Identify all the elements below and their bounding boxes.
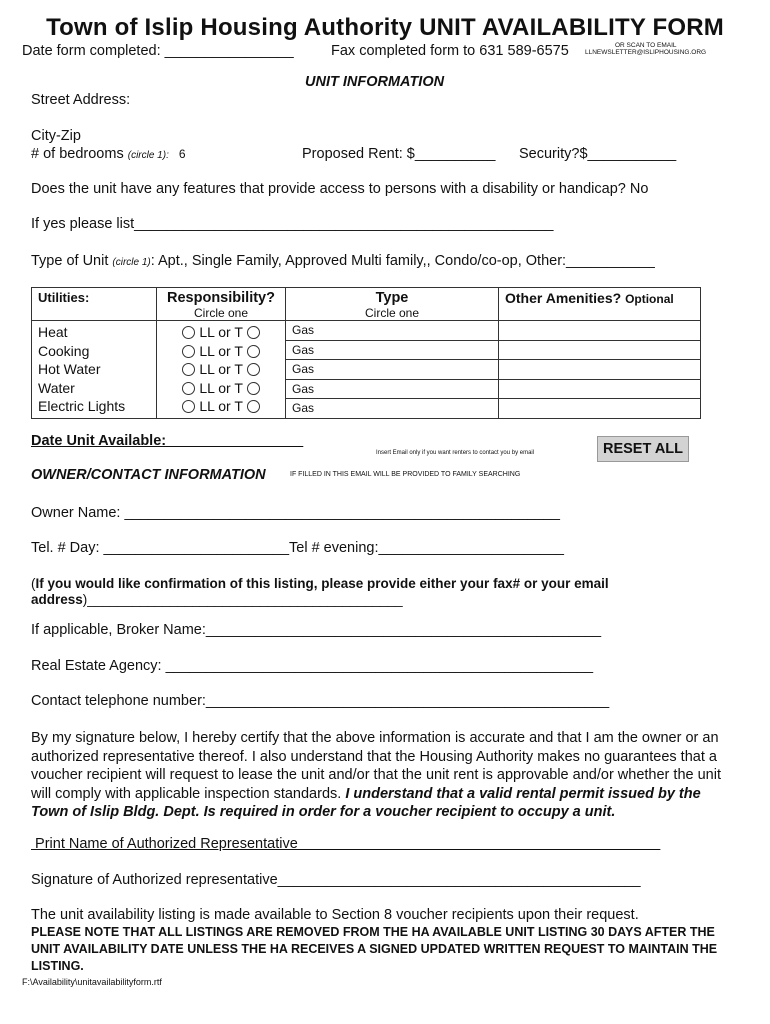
contact-phone-field[interactable]: Contact telephone number:__________________________________________________	[31, 693, 610, 709]
fax-instruction: Fax completed form to 631 589-6575	[331, 43, 569, 59]
unit-type-label: Type of Unit	[31, 253, 109, 269]
type-sub: Circle one	[364, 306, 420, 320]
confirm-text: If you would like confirmation of this listing, please provide either your fax# or your email	[35, 576, 609, 591]
confirm-paren: (	[31, 576, 36, 591]
responsibility-row-water: LL or T	[157, 379, 285, 398]
unit-type-hint: (circle 1)	[112, 257, 151, 268]
radio-t-water-icon[interactable]	[247, 382, 260, 395]
city-zip-field[interactable]: City-Zip	[31, 128, 81, 144]
radio-ll-heat-icon[interactable]	[182, 326, 195, 339]
radio-t-cooking-icon[interactable]	[247, 345, 260, 358]
type-column	[286, 321, 499, 419]
unit-info-heading: UNIT INFORMATION	[305, 74, 445, 90]
type-header: Type Circle one	[286, 288, 499, 321]
accessibility-question[interactable]: Does the unit have any features that provide access to persons with a disability or handicap? No	[31, 181, 649, 197]
radio-ll-water-icon[interactable]	[182, 382, 195, 395]
print-name-field[interactable]: Print Name of Authorized Representative	[31, 836, 661, 852]
date-completed-field[interactable]: Date form completed: ________________	[22, 43, 294, 59]
broker-name-field[interactable]: If applicable, Broker Name:_________________________________________________	[31, 622, 602, 638]
listing-warning: PLEASE NOTE THAT ALL LISTINGS ARE REMOVED FROM THE HA AVAILABLE UNIT LISTING 30 DAYS AFTER THE UNIT AVAILABILITY DATE UNLESS THE HA RECEIVES A SIGNED UPDATED WRITTEN REQUEST TO MAINTAIN THE LISTING.	[31, 925, 718, 973]
type-select-heat[interactable]: Gas	[286, 321, 498, 341]
security-field[interactable]: Security?$___________	[519, 146, 677, 162]
certification-text: By my signature below, I hereby certify that the above information is accurate and that I am the owner or an authorized representative thereof. I also understand that the Housing Authority makes no guarantees that a voucher recipient will request to lease the unit and/or that the unit rent is approvable and/or whether the unit will comply with applicable inspection standards.	[31, 730, 721, 802]
email-instruction	[585, 42, 706, 56]
owner-email-note: IF FILLED IN THIS EMAIL WILL BE PROVIDED TO FAMILY SEARCHING	[290, 471, 521, 478]
form-title: Town of Islip Housing Authority UNIT AVAILABILITY FORM	[46, 14, 724, 41]
utility-name-hot-water: Hot Water	[38, 361, 101, 377]
responsibility-row-hot-water: LL or T	[157, 360, 285, 379]
utility-name-electric: Electric Lights	[38, 398, 126, 414]
listing-note: The unit availability listing is made available to Section 8 voucher recipients upon their request.	[31, 907, 639, 923]
amenity-field-4[interactable]	[499, 380, 700, 400]
amenities-column	[499, 321, 701, 419]
certification-paragraph	[31, 729, 721, 822]
responsibility-row-heat: LL or T	[157, 323, 285, 342]
utilities-header: Utilities:	[32, 288, 157, 321]
bedrooms-label: # of bedrooms	[31, 146, 124, 162]
signature-field[interactable]: Signature of Authorized representative_____________________________________________	[31, 872, 641, 888]
unit-type-options[interactable]: : Apt., Single Family, Approved Multi family,, Condo/co-op, Other:___________	[150, 253, 655, 269]
utility-names	[32, 321, 157, 419]
responsibility-column	[157, 321, 286, 419]
amenity-field-5[interactable]	[499, 399, 700, 418]
unit-type-field[interactable]	[31, 253, 655, 269]
street-address-field[interactable]: Street Address:	[31, 92, 131, 108]
confirm-address-field[interactable]: )__________________________________________	[82, 592, 403, 607]
amenity-field-2[interactable]	[499, 341, 700, 361]
amenity-field-1[interactable]	[499, 321, 700, 341]
certification-permit-text: I understand that a valid rental permit issued by the Town of Islip Bldg. Dept. Is required in order for a voucher recipient to occupy a unit.	[31, 785, 701, 820]
amenities-header: Other Amenities? Optional	[499, 288, 701, 321]
radio-t-hot-water-icon[interactable]	[247, 363, 260, 376]
responsibility-row-cooking: LL or T	[157, 342, 285, 361]
radio-t-electric-icon[interactable]	[247, 400, 260, 413]
accessibility-list-field[interactable]: If yes please list____________________________________________________	[31, 216, 554, 232]
utility-name-cooking: Cooking	[38, 342, 90, 359]
email-renters-note: Insert Email only if you want renters to contact you by email	[376, 450, 535, 456]
bedrooms-field[interactable]	[31, 146, 186, 162]
date-available-field[interactable]: Date Unit Available:_________________	[31, 433, 304, 449]
real-estate-agency-field[interactable]: Real Estate Agency: _____________________________________________________	[31, 658, 594, 674]
responsibility-header: Responsibility? Circle one	[157, 288, 286, 321]
type-select-hot-water[interactable]: Gas	[286, 360, 498, 380]
utility-name-heat: Heat	[38, 324, 68, 340]
email-instruction-line1: OR SCAN TO EMAIL	[615, 42, 677, 49]
type-select-cooking[interactable]: Gas	[286, 341, 498, 361]
email-instruction-address: LLNEWSLETTER@ISLIPHOUSING.ORG	[585, 49, 707, 56]
reset-all-button[interactable]: RESET ALL	[597, 436, 689, 462]
bedrooms-value[interactable]: 6	[178, 147, 186, 161]
type-select-electric[interactable]: Gas	[292, 401, 315, 415]
proposed-rent-field[interactable]: Proposed Rent: $__________	[302, 146, 496, 162]
radio-ll-hot-water-icon[interactable]	[182, 363, 195, 376]
radio-ll-cooking-icon[interactable]	[182, 345, 195, 358]
radio-t-heat-icon[interactable]	[247, 326, 260, 339]
confirm-address-label: address	[31, 592, 83, 607]
responsibility-row-electric: LL or T	[157, 397, 285, 416]
telephone-fields[interactable]: Tel. # Day: _______________________Tel # evening:_______________________	[31, 540, 564, 556]
owner-name-field[interactable]: Owner Name: ______________________________________________________	[31, 505, 560, 521]
owner-info-heading: OWNER/CONTACT INFORMATION	[31, 467, 266, 483]
file-path: F:\Availability\unitavailabilityform.rtf	[22, 977, 162, 987]
bedrooms-hint: (circle 1):	[127, 150, 169, 161]
type-select-water[interactable]: Gas	[286, 380, 498, 400]
utility-name-water: Water	[38, 379, 75, 396]
confirmation-request[interactable]	[31, 576, 609, 608]
amenities-optional: Optional	[625, 292, 674, 306]
responsibility-sub: Circle one	[193, 306, 249, 320]
radio-ll-electric-icon[interactable]	[182, 400, 195, 413]
utilities-table	[31, 287, 701, 419]
amenity-field-3[interactable]	[499, 360, 700, 380]
